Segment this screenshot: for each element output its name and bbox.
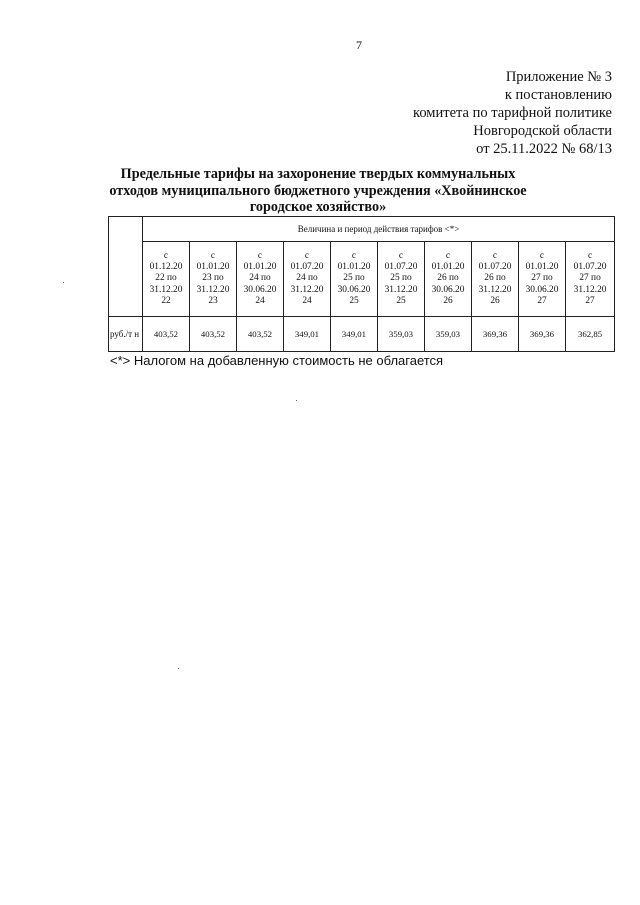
- period-line: 26 по: [484, 273, 506, 284]
- period-cell: [190, 242, 237, 317]
- period-line: 26: [443, 295, 453, 306]
- period-line: 24 по: [249, 273, 271, 284]
- period-line: с: [257, 250, 263, 261]
- scan-speck: [63, 282, 64, 283]
- scan-speck: [296, 400, 297, 401]
- tariff-value-cell: 403,52: [143, 317, 190, 352]
- appendix-line: от 25.11.2022 № 68/13: [476, 141, 612, 157]
- period-line: 27: [585, 295, 595, 306]
- tariff-value-cell: 362,85: [566, 317, 615, 352]
- period-line: с: [351, 250, 357, 261]
- period-line: 25 по: [390, 273, 412, 284]
- period-line: с: [492, 250, 498, 261]
- appendix-block: [413, 68, 612, 158]
- period-line: 22: [161, 295, 171, 306]
- period-cell: [331, 242, 378, 317]
- period-line: 30.06.20: [525, 284, 559, 295]
- period-line: 31.12.20: [573, 284, 607, 295]
- period-line: 27: [537, 295, 547, 306]
- period-line: с: [539, 250, 545, 261]
- period-line: 01.07.20: [290, 262, 324, 273]
- period-line: 22 по: [155, 273, 177, 284]
- appendix-line: к постановлению: [504, 87, 612, 103]
- page-number: 7: [356, 38, 362, 52]
- table-corner-cell: [109, 217, 143, 317]
- period-line: 24 по: [296, 273, 318, 284]
- period-line: 01.01.20: [196, 262, 230, 273]
- period-cell: [472, 242, 519, 317]
- tariff-value-cell: 369,36: [472, 317, 519, 352]
- period-line: с: [210, 250, 216, 261]
- appendix-line: Новгородской области: [473, 123, 612, 139]
- table-header: Величина и период действия тарифов <*>: [143, 217, 615, 242]
- tariff-value-cell: 403,52: [237, 317, 284, 352]
- unit-cell: руб./т н: [109, 317, 143, 352]
- period-line: с: [587, 250, 593, 261]
- tariff-value-cell: 369,36: [519, 317, 566, 352]
- period-line: 01.12.20: [149, 262, 183, 273]
- period-line: 30.06.20: [243, 284, 277, 295]
- scan-speck: [178, 668, 179, 669]
- period-line: 01.07.20: [384, 262, 418, 273]
- period-line: 27 по: [579, 273, 601, 284]
- period-cell: [566, 242, 615, 317]
- period-line: 01.01.20: [243, 262, 277, 273]
- period-cell: [143, 242, 190, 317]
- tariff-value-cell: 403,52: [190, 317, 237, 352]
- period-line: 25 по: [343, 273, 365, 284]
- appendix-line: комитета по тарифной политике: [413, 105, 612, 121]
- period-line: 23 по: [202, 273, 224, 284]
- period-line: 30.06.20: [337, 284, 371, 295]
- period-line: 23: [208, 295, 218, 306]
- period-line: 26 по: [437, 273, 459, 284]
- period-line: 31.12.20: [384, 284, 418, 295]
- period-line: 25: [349, 295, 359, 306]
- period-line: 30.06.20: [431, 284, 465, 295]
- tariff-value-cell: 359,03: [378, 317, 425, 352]
- period-line: с: [445, 250, 451, 261]
- period-row: [109, 242, 615, 317]
- tariff-value-cell: 349,01: [284, 317, 331, 352]
- period-line: 31.12.20: [290, 284, 324, 295]
- period-line: 24: [302, 295, 312, 306]
- footnote: <*> Налогом на добавленную стоимость не облагается: [110, 353, 444, 368]
- period-line: 26: [490, 295, 500, 306]
- period-line: с: [398, 250, 404, 261]
- period-cell: [425, 242, 472, 317]
- tariff-table: [108, 216, 615, 352]
- period-cell: [519, 242, 566, 317]
- period-line: 24: [255, 295, 265, 306]
- period-line: 31.12.20: [478, 284, 512, 295]
- period-line: 31.12.20: [196, 284, 230, 295]
- period-cell: [284, 242, 331, 317]
- period-line: 27 по: [531, 273, 553, 284]
- period-line: с: [163, 250, 169, 261]
- period-line: 01.01.20: [431, 262, 465, 273]
- period-line: 25: [396, 295, 406, 306]
- period-cell: [378, 242, 425, 317]
- period-line: 01.07.20: [573, 262, 607, 273]
- period-cell: [237, 242, 284, 317]
- period-line: 01.01.20: [337, 262, 371, 273]
- tariff-value-cell: 349,01: [331, 317, 378, 352]
- document-title: Предельные тарифы на захоронение твердых коммунальных отходов муниципального бюджетного учреждения «Хвойнинское городское хозяйство»: [109, 166, 527, 215]
- period-line: 31.12.20: [149, 284, 183, 295]
- tariff-value-cell: 359,03: [425, 317, 472, 352]
- period-line: с: [304, 250, 310, 261]
- period-line: 01.01.20: [525, 262, 559, 273]
- period-line: 01.07.20: [478, 262, 512, 273]
- appendix-line: Приложение № 3: [505, 69, 612, 85]
- value-row: [109, 317, 615, 352]
